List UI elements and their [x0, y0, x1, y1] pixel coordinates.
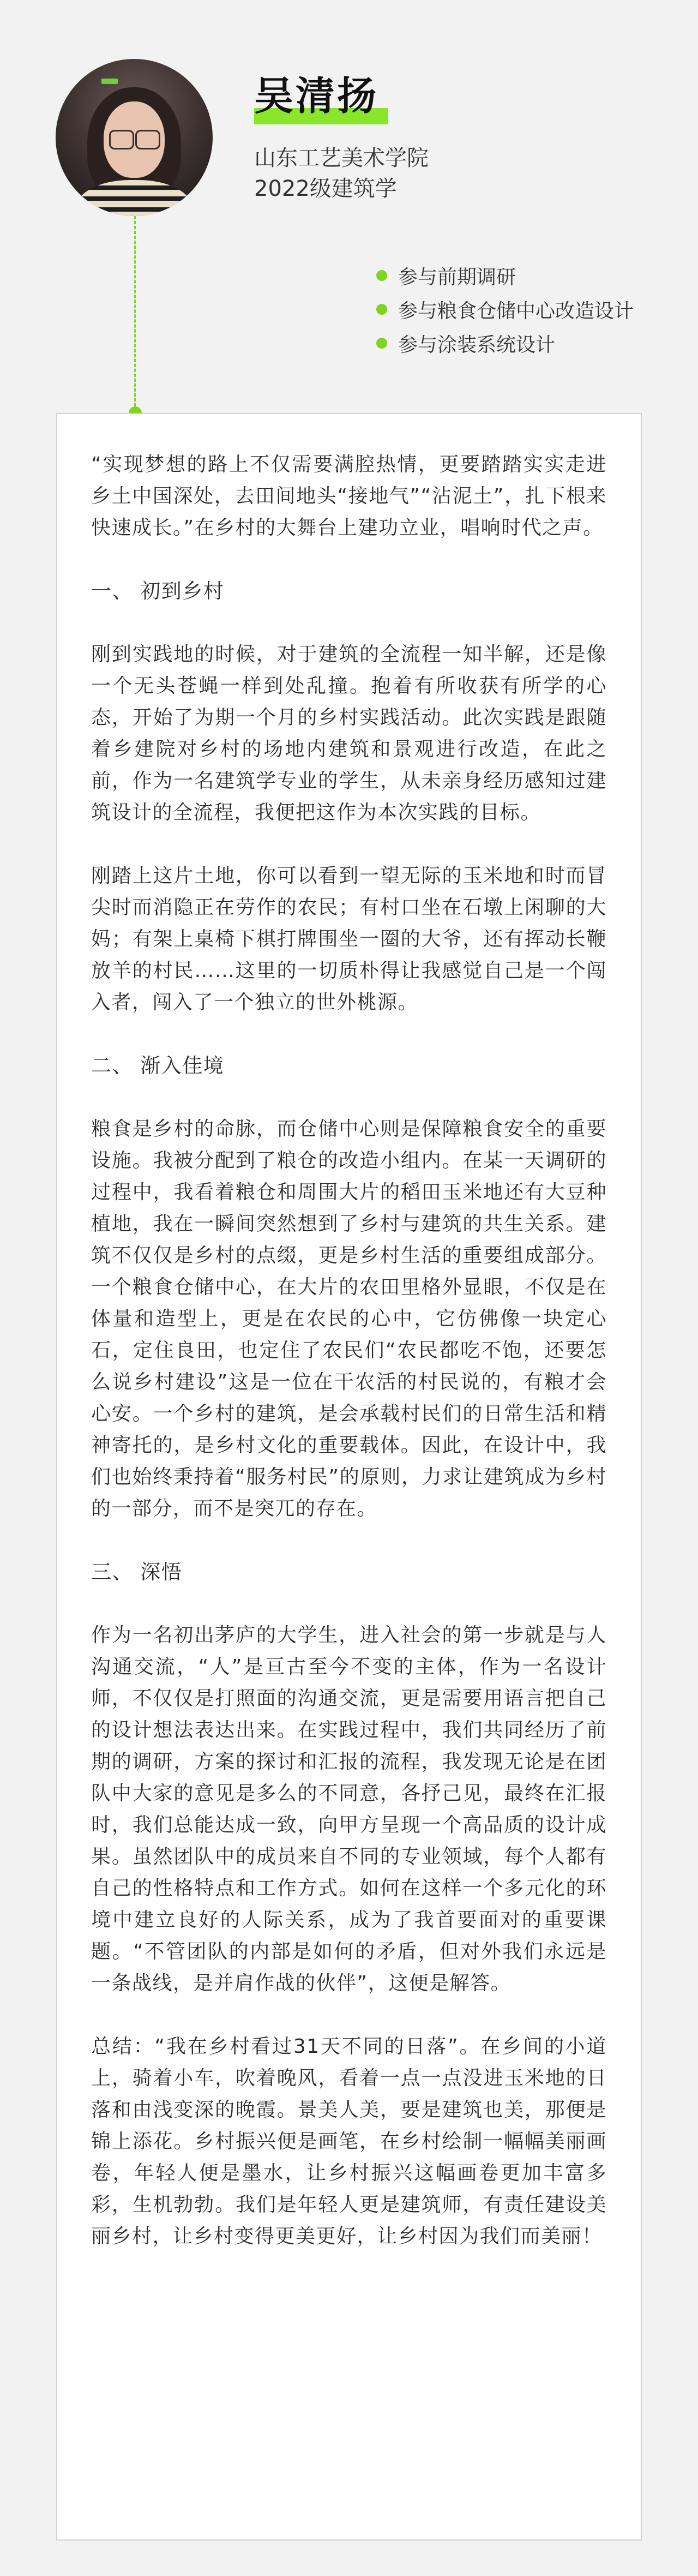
bullet-dot-icon	[376, 338, 387, 349]
section-title: 二、 渐入佳境	[91, 1054, 225, 1077]
profile-name: 吴清扬	[254, 73, 379, 119]
article-paragraph: 作为一名初出茅庐的大学生，进入社会的第一步就是与人沟通交流，“人”是亘古至今不变的主体，作为一名设计师，不仅仅是打照面的沟通交流，更是需要用语言把自己的设计想法表达出来。在实践过程中，我们共同经历了前期的调研，方案的探讨和汇报的流程，我发现无论是在团队中大家的意见是多么的不同意，各抒己见，最终在汇报时，我们总能达成一致，向甲方呈现一个高品质的设计成果。虽然团队中的成员来自不同的专业领域，每个人都有自己的性格特点和工作方式。如何在这样一个多元化的环境中建立良好的人际关系，成为了我首要面对的重要课题。“不管团队的内部是如何的矛盾，但对外我们永远是一条战线，是并肩作战的伙伴”，这便是解答。	[91, 1624, 607, 1994]
bullet-dot-icon	[376, 270, 387, 281]
profile-name-block	[254, 73, 379, 119]
profile-school: 山东工艺美术学院	[254, 146, 429, 171]
profile-avatar	[56, 59, 213, 216]
task-list	[376, 259, 634, 360]
article-intro: “实现梦想的路上不仅需要满腔热情，更要踏踏实实走进乡土中国深处，去田间地头“接地气”“沾泥土”，扎下根来快速成长。”在乡村的大舞台上建功立业，唱响时代之声。	[91, 453, 607, 539]
section-title: 一、 初到乡村	[91, 579, 225, 603]
article-card	[56, 413, 642, 2541]
article-summary: 总结：“我在乡村看过31天不同的日落”。在乡间的小道上，骑着小车，吹着晚风，看着一点一点没进玉米地的日落和由浅变深的晚霞。景美人美，要是建筑也美，那便是锦上添花。乡村振兴便是画笔，在乡村绘制一幅幅美丽画卷，年轻人便是墨水，让乡村振兴这幅画卷更加丰富多彩，生机勃勃。我们是年轻人更是建筑师，有责任建设美丽乡村，让乡村变得更美更好，让乡村因为我们而美丽！	[91, 2035, 607, 2248]
section-title: 三、 深悟	[91, 1560, 183, 1584]
task-item	[376, 292, 634, 326]
profile-major: 2022级建筑学	[254, 176, 397, 201]
bullet-dot-icon	[376, 304, 387, 315]
article-paragraph: 刚踏上这片土地，你可以看到一望无际的玉米地和时而冒尖时而消隐正在劳作的农民；有村口坐在石墩上闲聊的大妈；有架上桌椅下棋打牌围坐一圈的大爷，还有挥动长鞭放羊的村民……这里的一切质朴得让我感觉自己是一个闯入者，闯入了一个独立的世外桃源。	[91, 865, 607, 1014]
timeline-dashed-line	[134, 216, 136, 411]
article-paragraph: 刚到实践地的时候，对于建筑的全流程一知半解，还是像一个无头苍蝇一样到处乱撞。抱着有所收获有所学的心态，开始了为期一个月的乡村实践活动。此次实践是跟随着乡建院对乡村的场地内建筑和景观进行改造，在此之前，作为一名建筑学专业的学生，从未亲身经历感知过建筑设计的全流程，我便把这作为本次实践的目标。	[91, 643, 607, 824]
task-label: 参与涂装系统设计	[398, 333, 556, 356]
article-paragraph: 粮食是乡村的命脉，而仓储中心则是保障粮食安全的重要设施。我被分配到了粮仓的改造小组内。在某一天调研的过程中，我看着粮仓和周围大片的稻田玉米地还有大豆种植地，我在一瞬间突然想到了乡村与建筑的共生关系。建筑不仅仅是乡村的点缀，更是乡村生活的重要组成部分。一个粮食仓储中心，在大片的农田里格外显眼，不仅是在体量和造型上，更是在农民的心中，它仿佛像一块定心石，定住良田，也定住了农民们“农民都吃不饱，还要怎么说乡村建设”这是一位在干农活的村民说的，有粮才会心安。一个乡村的建筑，是会承载村民们的日常生活和精神寄托的，是乡村文化的重要载体。因此，在设计中，我们也始终秉持着“服务村民”的原则，力求让建筑成为乡村的一部分，而不是突兀的存在。	[91, 1118, 607, 1520]
task-label: 参与粮食仓储中心改造设计	[398, 299, 634, 322]
task-label: 参与前期调研	[398, 266, 516, 289]
task-item	[376, 259, 634, 292]
task-item	[376, 326, 634, 360]
